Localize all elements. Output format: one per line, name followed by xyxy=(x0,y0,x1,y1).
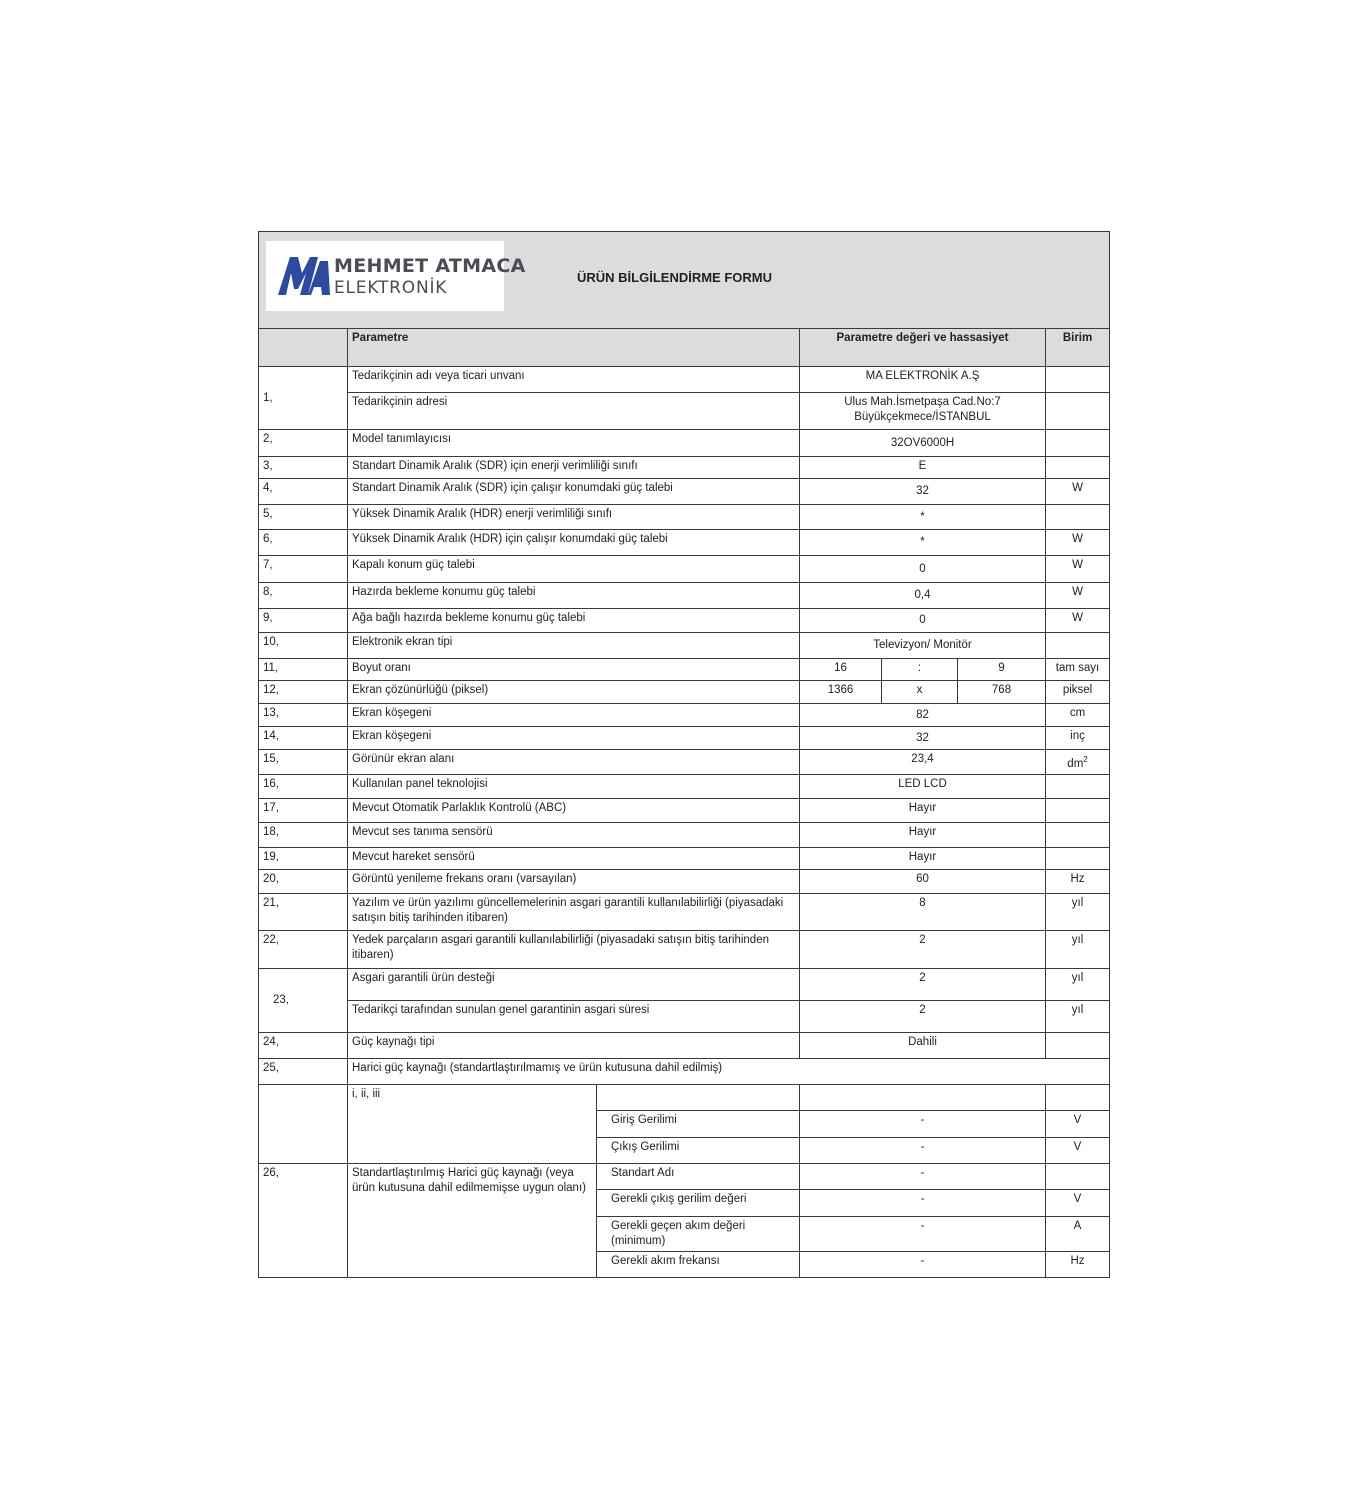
row-value: 0 xyxy=(800,609,1046,633)
table-row xyxy=(259,1084,1110,1110)
sub-label: Giriş Gerilimi xyxy=(597,1110,800,1137)
sub-label: Gerekli çıkış gerilim değeri xyxy=(597,1189,800,1216)
row-label: Mevcut ses tanıma sensörü xyxy=(348,822,800,847)
row-label: Elektronik ekran tipi xyxy=(348,633,800,659)
row-value: 32OV6000H xyxy=(800,430,1046,457)
resolution-height-value: 768 xyxy=(958,681,1046,704)
row-value: 0,4 xyxy=(800,583,1046,609)
ratio-width-value: 16 xyxy=(800,659,882,681)
row-number: 10, xyxy=(259,633,348,659)
row-unit: W xyxy=(1046,530,1110,556)
table-row xyxy=(259,798,1110,822)
table-row xyxy=(259,430,1110,457)
row-value: 23,4 xyxy=(800,750,1046,775)
resolution-width-value: 1366 xyxy=(800,681,882,704)
row-label: Yedek parçaların asgari garantili kullanılabilirliği (piyasadaki satışın bitiş tarihinden itibaren) xyxy=(348,930,800,968)
row-unit xyxy=(1046,393,1110,430)
row-label: Güç kaynağı tipi xyxy=(348,1032,800,1058)
row-unit: piksel xyxy=(1046,681,1110,704)
row-unit: W xyxy=(1046,479,1110,505)
row-value: 8 xyxy=(800,893,1046,930)
row-value: 2 xyxy=(800,1000,1046,1032)
row-value: - xyxy=(800,1189,1046,1216)
row-value: - xyxy=(800,1251,1046,1277)
table-row xyxy=(259,774,1110,798)
company-logo xyxy=(266,241,526,311)
table-row xyxy=(259,930,1110,968)
row-label: Kullanılan panel teknolojisi xyxy=(348,774,800,798)
row-label: Mevcut Otomatik Parlaklık Kontrolü (ABC) xyxy=(348,798,800,822)
row-value: Ulus Mah.İsmetpaşa Cad.No:7 Büyükçekmece/İSTANBUL xyxy=(800,393,1046,430)
table-row xyxy=(259,847,1110,869)
row-label: Ekran köşegeni xyxy=(348,704,800,727)
row-label: Tedarikçinin adı veya ticari unvanı xyxy=(348,367,800,393)
row-number: 9, xyxy=(259,609,348,633)
row-label: Ekran çözünürlüğü (piksel) xyxy=(348,681,800,704)
row-value: MA ELEKTRONİK A.Ş xyxy=(800,367,1046,393)
row-value: 32 xyxy=(800,727,1046,750)
row-unit: Hz xyxy=(1046,1251,1110,1277)
row-number: 6, xyxy=(259,530,348,556)
logo-subname: ELEKTRONİK xyxy=(334,278,448,298)
unit-text: dm xyxy=(1067,757,1084,770)
row-unit: V xyxy=(1046,1189,1110,1216)
row-number: 8, xyxy=(259,583,348,609)
row-label: Asgari garantili ürün desteği xyxy=(348,968,800,1000)
row-unit xyxy=(1046,457,1110,479)
row-label: Yüksek Dinamik Aralık (HDR) enerji verimliliği sınıfı xyxy=(348,505,800,530)
table-row xyxy=(259,681,1110,704)
unit-superscript: 2 xyxy=(1083,755,1088,764)
row-unit xyxy=(1046,750,1110,775)
row-label: Harici güç kaynağı (standartlaştırılmamış ve ürün kutusuna dahil edilmiş) xyxy=(348,1058,1110,1084)
row-label: Standart Dinamik Aralık (SDR) için çalışır konumdaki güç talebi xyxy=(348,479,800,505)
table-row xyxy=(259,609,1110,633)
table-row xyxy=(259,457,1110,479)
table-row xyxy=(259,367,1110,393)
row-value: Hayır xyxy=(800,847,1046,869)
table-row xyxy=(259,704,1110,727)
row-label: Standartlaştırılmış Harici güç kaynağı (veya ürün kutusuna dahil edilmemişse uygun olanı) xyxy=(348,1163,597,1277)
row-value: 60 xyxy=(800,869,1046,893)
row-value: * xyxy=(800,530,1046,556)
row-unit: inç xyxy=(1046,727,1110,750)
row-number: 21, xyxy=(259,893,348,930)
row-label: Standart Dinamik Aralık (SDR) için enerji verimliliği sınıfı xyxy=(348,457,800,479)
row-unit: A xyxy=(1046,1216,1110,1251)
table-row xyxy=(259,479,1110,505)
row-unit: tam sayı xyxy=(1046,659,1110,681)
table-row xyxy=(259,505,1110,530)
row-number: 13, xyxy=(259,704,348,727)
table-row xyxy=(259,393,1110,430)
row-label: Ekran köşegeni xyxy=(348,727,800,750)
logo-name: MEHMET ATMACA xyxy=(334,255,526,277)
row-unit xyxy=(1046,633,1110,659)
row-label: Model tanımlayıcısı xyxy=(348,430,800,457)
row-value: - xyxy=(800,1137,1046,1163)
row-label: Mevcut hareket sensörü xyxy=(348,847,800,869)
row-number: 12, xyxy=(259,681,348,704)
row-unit: yıl xyxy=(1046,968,1110,1000)
row-value: - xyxy=(800,1163,1046,1189)
row-number: 16, xyxy=(259,774,348,798)
row-unit: cm xyxy=(1046,704,1110,727)
row-number: 15, xyxy=(259,750,348,775)
row-unit xyxy=(1046,1032,1110,1058)
row-unit: yıl xyxy=(1046,1000,1110,1032)
table-row xyxy=(259,869,1110,893)
row-label: Yüksek Dinamik Aralık (HDR) için çalışır konumdaki güç talebi xyxy=(348,530,800,556)
row-unit xyxy=(1046,822,1110,847)
row-label: Yazılım ve ürün yazılımı güncellemelerinin asgari garantili kullanılabilirliği (piyasadaki satışın bitiş tarihinden itibaren) xyxy=(348,893,800,930)
row-value: 32 xyxy=(800,479,1046,505)
table-row xyxy=(259,750,1110,775)
row-unit xyxy=(1046,847,1110,869)
ratio-height-value: 9 xyxy=(958,659,1046,681)
row-value: 82 xyxy=(800,704,1046,727)
row-unit xyxy=(1046,774,1110,798)
row-label: Tedarikçinin adresi xyxy=(348,393,800,430)
row-unit: V xyxy=(1046,1137,1110,1163)
row-number: 1, xyxy=(259,367,348,430)
row-label: Ağa bağlı hazırda bekleme konumu güç talebi xyxy=(348,609,800,633)
table-row xyxy=(259,633,1110,659)
row-unit xyxy=(1046,798,1110,822)
table-row xyxy=(259,727,1110,750)
value-header: Parametre değeri ve hassasiyet xyxy=(800,329,1046,367)
row-label: Tedarikçi tarafından sunulan genel garantinin asgari süresi xyxy=(348,1000,800,1032)
table-row xyxy=(259,556,1110,583)
row-value: - xyxy=(800,1110,1046,1137)
row-number: 24, xyxy=(259,1032,348,1058)
row-value: Hayır xyxy=(800,822,1046,847)
row-value: 2 xyxy=(800,930,1046,968)
sub-label: Gerekli geçen akım değeri (minimum) xyxy=(597,1216,800,1251)
row-number: 11, xyxy=(259,659,348,681)
table-row xyxy=(259,1000,1110,1032)
row-unit: yıl xyxy=(1046,930,1110,968)
row-number: 4, xyxy=(259,479,348,505)
row-label: Görünür ekran alanı xyxy=(348,750,800,775)
row-number: 17, xyxy=(259,798,348,822)
table-row xyxy=(259,659,1110,681)
row-value: LED LCD xyxy=(800,774,1046,798)
resolution-separator: x xyxy=(882,681,958,704)
row-unit: W xyxy=(1046,583,1110,609)
row-value: * xyxy=(800,505,1046,530)
row-number: 14, xyxy=(259,727,348,750)
row-number: 18, xyxy=(259,822,348,847)
row-unit xyxy=(1046,505,1110,530)
table-row xyxy=(259,893,1110,930)
row-unit: W xyxy=(1046,556,1110,583)
table-row xyxy=(259,1058,1110,1084)
ratio-separator: : xyxy=(882,659,958,681)
row-unit xyxy=(1046,430,1110,457)
table-row xyxy=(259,1032,1110,1058)
sub-label: Standart Adı xyxy=(597,1163,800,1189)
table-row xyxy=(259,1163,1110,1189)
row-unit xyxy=(1046,367,1110,393)
row-value: 0 xyxy=(800,556,1046,583)
row-number: 19, xyxy=(259,847,348,869)
row-label: Görüntü yenileme frekans oranı (varsayılan) xyxy=(348,869,800,893)
row-unit: Hz xyxy=(1046,869,1110,893)
row-value: E xyxy=(800,457,1046,479)
row-label: Hazırda bekleme konumu güç talebi xyxy=(348,583,800,609)
row-value: Dahili xyxy=(800,1032,1046,1058)
row-value: Televizyon/ Monitör xyxy=(800,633,1046,659)
column-header-row xyxy=(259,329,1110,367)
row-number: 3, xyxy=(259,457,348,479)
row-number: 26, xyxy=(259,1163,348,1277)
row-label: Kapalı konum güç talebi xyxy=(348,556,800,583)
row-unit: yıl xyxy=(1046,893,1110,930)
param-header: Parametre xyxy=(348,329,800,367)
row-number: 22, xyxy=(259,930,348,968)
table-row xyxy=(259,530,1110,556)
form-title: ÜRÜN BİLGİLENDİRME FORMU xyxy=(577,270,772,285)
row-number: 2, xyxy=(259,430,348,457)
subsection-label: i, ii, iii xyxy=(348,1084,597,1163)
row-value: Hayır xyxy=(800,798,1046,822)
unit-header: Birim xyxy=(1046,329,1110,367)
table-row xyxy=(259,822,1110,847)
sub-label: Çıkış Gerilimi xyxy=(597,1137,800,1163)
row-number: 23, xyxy=(259,968,348,1032)
table-row xyxy=(259,968,1110,1000)
row-label: Boyut oranı xyxy=(348,659,800,681)
product-info-table xyxy=(258,231,1110,1278)
row-value: 2 xyxy=(800,968,1046,1000)
row-value: - xyxy=(800,1216,1046,1251)
row-number: 25, xyxy=(259,1058,348,1084)
table-row xyxy=(259,583,1110,609)
row-unit xyxy=(1046,1163,1110,1189)
row-unit: V xyxy=(1046,1110,1110,1137)
sub-label: Gerekli akım frekansı xyxy=(597,1251,800,1277)
row-unit: W xyxy=(1046,609,1110,633)
row-number: 7, xyxy=(259,556,348,583)
row-number: 20, xyxy=(259,869,348,893)
row-number: 5, xyxy=(259,505,348,530)
ma-logo-icon xyxy=(278,257,330,295)
